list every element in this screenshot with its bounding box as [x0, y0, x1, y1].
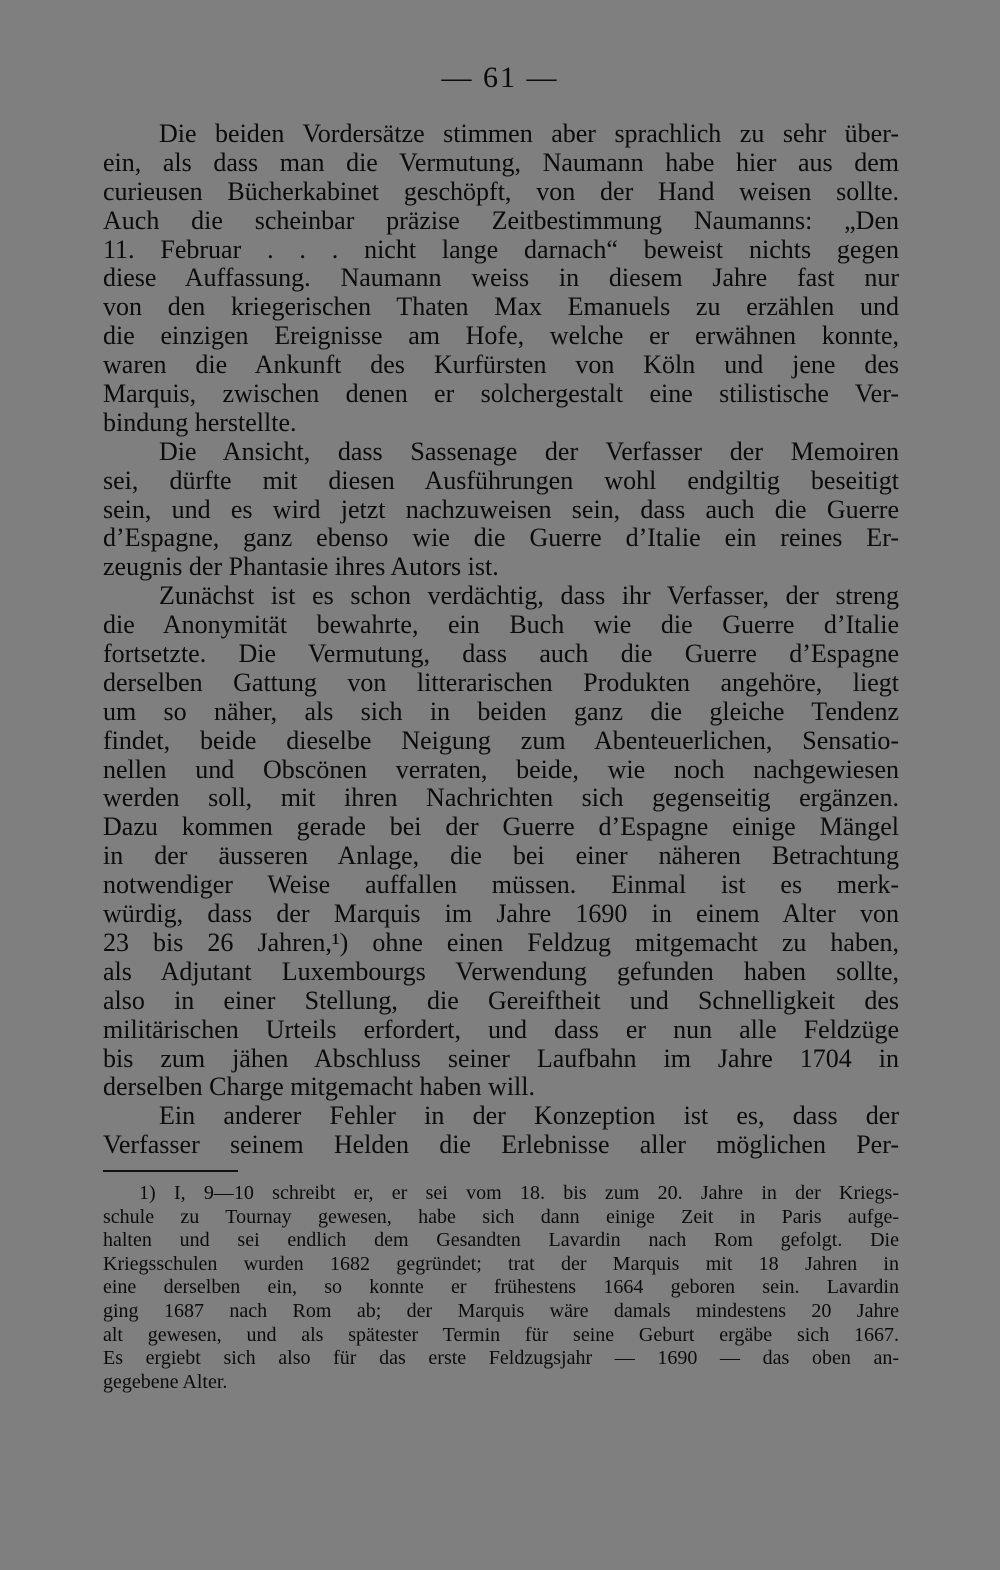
text-line: die Anonymität bewahrte, ein Buch wie die Guerre d’Italie — [103, 610, 899, 640]
footnote-line: ging 1687 nach Rom ab; der Marquis wäre damals mindestens 20 Jahre — [103, 1299, 899, 1322]
footnote-line: Kriegsschulen wurden 1682 gegründet; trat der Marquis mit 18 Jahren in — [103, 1252, 899, 1275]
text-line: zeugnis der Phantasie ihres Autors ist. — [103, 552, 499, 582]
text-line: 23 bis 26 Jahren,¹) ohne einen Feldzug mitgemacht zu haben, — [103, 927, 899, 957]
text-line: Ein anderer Fehler in der Konzeption ist es, dass der — [159, 1101, 899, 1131]
text-line: waren die Ankunft des Kurfürsten von Köln und jene des — [103, 350, 899, 380]
text-line: also in einer Stellung, die Gereiftheit und Schnelligkeit des — [103, 985, 899, 1015]
text-line: curieusen Bücherkabinet geschöpft, von der Hand weisen sollte. — [103, 176, 899, 206]
text-line: militärischen Urteils erfordert, und dass er nun alle Feldzüge — [103, 1014, 899, 1044]
footnote-line: alt gewesen, und als spätester Termin für seine Geburt ergäbe sich 1667. — [103, 1323, 899, 1346]
text-line: würdig, dass der Marquis im Jahre 1690 in einem Alter von — [103, 899, 899, 929]
footnote-line: halten und sei endlich dem Gesandten Lavardin nach Rom gefolgt. Die — [103, 1229, 899, 1252]
body-text — [103, 120, 899, 1160]
text-line: sein, und es wird jetzt nachzuweisen sein, dass auch die Guerre — [103, 494, 899, 524]
text-line: nellen und Obscönen verraten, beide, wie noch nachgewiesen — [103, 754, 899, 784]
text-line: ein, als dass man die Vermutung, Naumann habe hier aus dem — [103, 147, 899, 177]
text-line: Zunächst ist es schon verdächtig, dass ihr Verfasser, der streng — [159, 581, 899, 611]
page-number: — 61 — — [441, 61, 559, 94]
text-line: werden soll, mit ihren Nachrichten sich gegenseitig ergänzen. — [103, 783, 899, 813]
footnotes — [103, 1182, 899, 1394]
text-line: als Adjutant Luxembourgs Verwendung gefunden haben sollte, — [103, 956, 899, 986]
text-line: um so näher, als sich in beiden ganz die gleiche Tendenz — [103, 696, 899, 726]
text-line: Verfasser seinem Helden die Erlebnisse aller möglichen Per- — [103, 1130, 899, 1160]
text-line: in der äusseren Anlage, die bei einer näheren Betrachtung — [103, 841, 899, 871]
text-line: bis zum jähen Abschluss seiner Laufbahn im Jahre 1704 in — [103, 1043, 899, 1073]
text-line: die einzigen Ereignisse am Hofe, welche er erwähnen konnte, — [103, 321, 899, 351]
text-line: derselben Charge mitgemacht haben will. — [103, 1072, 535, 1102]
text-line: Marquis, zwischen denen er solchergestalt eine stilistische Ver- — [103, 379, 899, 409]
footnote-line: eine derselben ein, so konnte er frühestens 1664 geboren sein. Lavardin — [103, 1276, 899, 1299]
footnote-rule — [103, 1170, 238, 1172]
text-line: sei, dürfte mit diesen Ausführungen wohl endgiltig beseitigt — [103, 465, 899, 495]
text-line: Die beiden Vordersätze stimmen aber sprachlich zu sehr über- — [159, 119, 899, 148]
footnote-line: gegebene Alter. — [103, 1370, 228, 1393]
text-line: 11. Februar . . . nicht lange darnach“ beweist nichts gegen — [103, 234, 899, 264]
footnote-line: Es ergiebt sich also für das erste Feldzugsjahr — 1690 — das oben an- — [103, 1347, 899, 1370]
text-line: fortsetzte. Die Vermutung, dass auch die Guerre d’Espagne — [103, 639, 899, 669]
footnote-line: 1) I, 9—10 schreibt er, er sei vom 18. bis zum 20. Jahre in der Kriegs- — [139, 1182, 899, 1204]
text-line: von den kriegerischen Thaten Max Emanuels zu erzählen und — [103, 292, 899, 322]
footnote-line: schule zu Tournay gewesen, habe sich dann einige Zeit in Paris aufge- — [103, 1205, 899, 1228]
text-line: derselben Gattung von litterarischen Produkten angehöre, liegt — [103, 667, 899, 697]
text-line: notwendiger Weise auffallen müssen. Einmal ist es merk- — [103, 870, 899, 900]
text-line: bindung herstellte. — [103, 407, 297, 437]
text-line: Auch die scheinbar präzise Zeitbestimmung Naumanns: „Den — [103, 205, 899, 235]
text-line: Die Ansicht, dass Sassenage der Verfasser der Memoiren — [159, 436, 899, 466]
text-line: diese Auffassung. Naumann weiss in diesem Jahre fast nur — [103, 263, 899, 293]
text-line: d’Espagne, ganz ebenso wie die Guerre d’Italie ein reines Er- — [103, 523, 899, 553]
text-line: findet, beide dieselbe Neigung zum Abenteuerlichen, Sensatio- — [103, 725, 899, 755]
text-line: Dazu kommen gerade bei der Guerre d’Espagne einige Mängel — [103, 812, 899, 842]
